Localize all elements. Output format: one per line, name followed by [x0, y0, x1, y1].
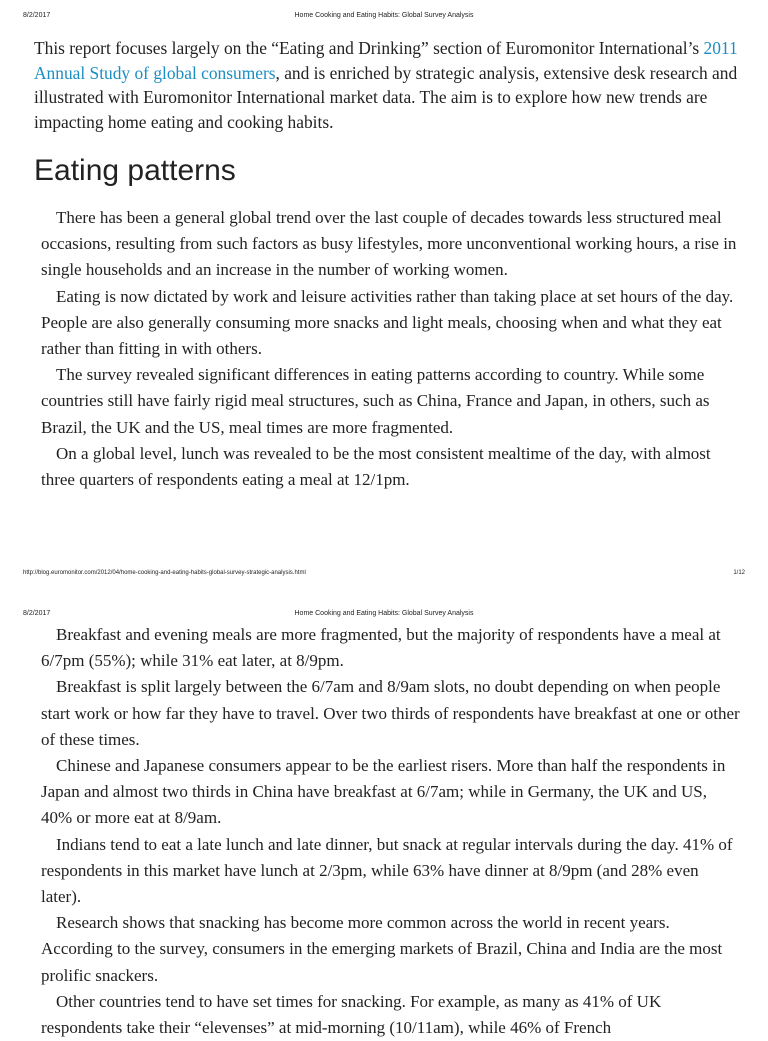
- header-title: Home Cooking and Eating Habits: Global Survey Analysis: [294, 610, 474, 617]
- paragraph: Other countries tend to have set times for snacking. For example, as many as 41% of UK respondents take their “elevenses” at mid-morning (10/11am), while 46% of French: [41, 991, 662, 1038]
- intro-text-after: , and is enriched by strategic analysis, extensive desk research and illustrated with Euromonitor International market data. The aim is to explore how new trends are impacting home eating and cooking habits.: [34, 62, 738, 132]
- intro-paragraph: [34, 36, 744, 134]
- page1-body: [41, 205, 741, 493]
- paragraph: Eating is now dictated by work and leisure activities rather than taking place at set hours of the day. People are also generally consuming more snacks and light meals, choosing when and what they eat rather than fitting in with others.: [41, 286, 734, 359]
- paragraph: There has been a general global trend over the last couple of decades towards less structured meal occasions, resulting from such factors as busy lifestyles, more unconventional working hours, a rise in single households and an increase in the number of working women.: [41, 208, 737, 280]
- paragraph: Indians tend to eat a late lunch and late dinner, but snack at regular intervals during the day. 41% of respondents in this market have lunch at 2/3pm, while 63% have dinner at 8/9pm (and 28% even later).: [41, 834, 733, 907]
- intro-text-before: This report focuses largely on the “Eating and Drinking” section of Euromonitor International’s: [34, 38, 704, 58]
- paragraph: On a global level, lunch was revealed to be the most consistent mealtime of the day, with almost three quarters of respondents eating a meal at 12/1pm.: [41, 443, 711, 490]
- paragraph: Breakfast is split largely between the 6/7am and 8/9am slots, no doubt depending on when people start work or how far they have to travel. Over two thirds of respondents have breakfast at one or other of these times.: [41, 677, 740, 749]
- annual-study-link[interactable]: 2011 Annual Study of global consumers: [34, 38, 738, 83]
- header-date: 8/2/2017: [23, 610, 51, 617]
- section-heading: Eating patterns: [34, 154, 236, 187]
- footer-page-number: 1/12: [733, 570, 745, 576]
- paragraph: Chinese and Japanese consumers appear to be the earliest risers. More than half the respondents in Japan and almost two thirds in China have breakfast at 6/7am; while in Germany, the UK and US, 40% or more eat at 8/9am.: [41, 756, 726, 828]
- footer-url: http://blog.euromonitor.com/2012/04/home-cooking-and-eating-habits-global-survey-strategic-analysis.html: [23, 570, 306, 576]
- header-date: 8/2/2017: [23, 12, 51, 19]
- page-gap: [0, 590, 768, 598]
- header-title: Home Cooking and Eating Habits: Global Survey Analysis: [294, 12, 474, 19]
- paragraph: The survey revealed significant differences in eating patterns according to country. While some countries still have fairly rigid meal structures, such as China, France and Japan, in others, such as Brazil, the UK and the US, meal times are more fragmented.: [41, 365, 710, 437]
- paragraph: Research shows that snacking has become more common across the world in recent years. According to the survey, consumers in the emerging markets of Brazil, China and India are the most prolific snackers.: [41, 913, 723, 985]
- page2-body: [41, 622, 741, 1041]
- paragraph: Breakfast and evening meals are more fragmented, but the majority of respondents have a meal at 6/7pm (55%); while 31% eat later, at 8/9pm.: [41, 625, 721, 671]
